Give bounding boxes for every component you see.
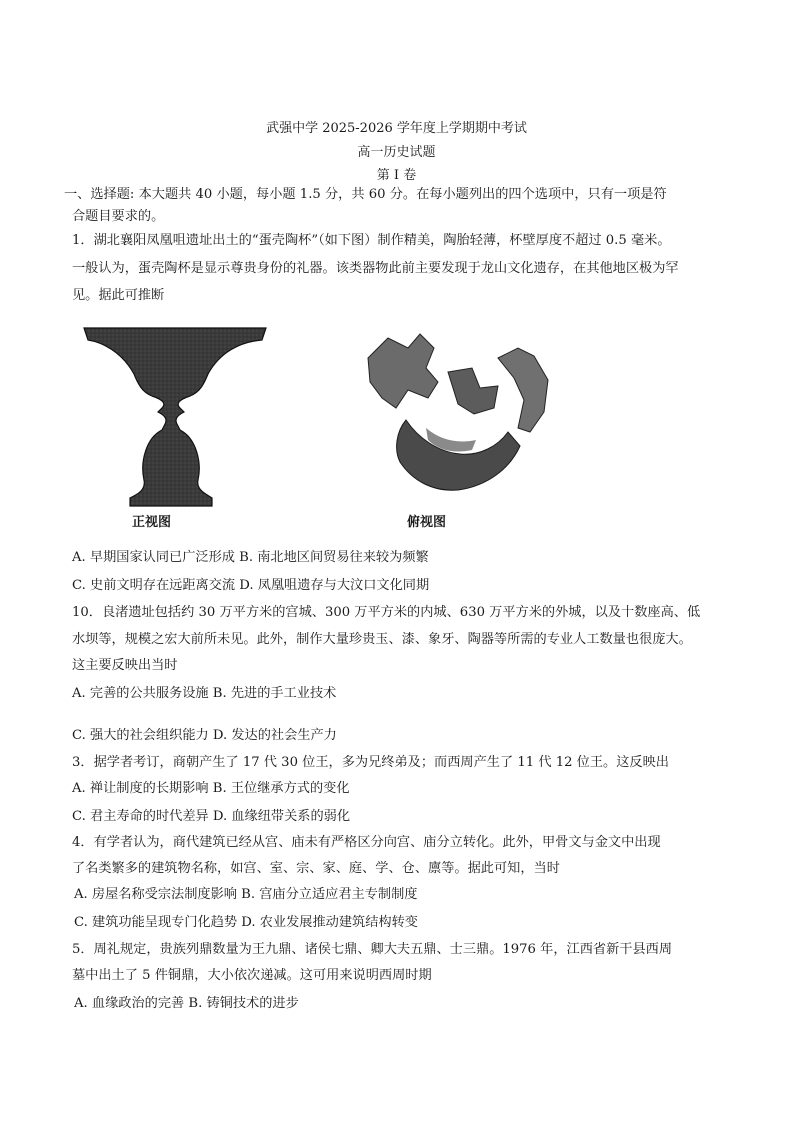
eggshell-cup-top-view-image (348, 328, 558, 508)
q4-options-line1: A. 房屋名称受宗法制度影响 B. 宫庙分立适应君主专制制度 (74, 887, 418, 902)
q10-options-line1: A. 完善的公共服务设施 B. 先进的手工业技术 (72, 686, 337, 701)
q4-stem-line2: 了名类繁多的建筑物名称，如宫、室、宗、家、庭、学、仓、廪等。据此可知，当时 (72, 861, 560, 876)
q4-options-line2: C. 建筑功能呈现专门化趋势 D. 农业发展推动建筑结构转变 (74, 915, 418, 930)
q1-stem-line1: 1．湖北襄阳凤凰咀遗址出土的“蛋壳陶杯”（如下图）制作精美，陶胎轻薄，杯壁厚度不超过 0.5 毫米。 (72, 233, 671, 248)
q3-stem-line1: 3．据学者考订，商朝产生了 17 代 30 位王，多为兄终弟及；而西周产生了 11 代 12 位王。这反映出 (72, 755, 669, 770)
q3-options-line1: A. 禅让制度的长期影响 B. 王位继承方式的变化 (72, 781, 350, 796)
subject-title: 高一历史试题 (357, 145, 436, 160)
q4-stem-line1: 4．有学者认为，商代建筑已经从宫、庙未有严格区分向宫、庙分立转化。此外，甲骨文与金文中出现 (72, 835, 661, 850)
q3-options-line2: C. 君主寿命的时代差异 D. 血缘纽带关系的弱化 (72, 809, 351, 824)
q5-stem-line2: 墓中出土了 5 件铜鼎，大小依次递减。这可用来说明西周时期 (72, 968, 432, 983)
q1-stem-line2: 一般认为，蛋壳陶杯是显示尊贵身份的礼器。该类器物此前主要发现于龙山文化遗存，在其他地区极为罕 (72, 261, 679, 276)
section-instruction-line2: 合题目要求的。 (72, 209, 165, 224)
q5-options-line1: A. 血缘政治的完善 B. 铸铜技术的进步 (74, 996, 299, 1011)
q5-stem-line1: 5．周礼规定，贵族列鼎数量为王九鼎、诸侯七鼎、卿大夫五鼎、士三鼎。1976 年，江西省新干县西周 (72, 942, 673, 957)
volume-label: 第 I 卷 (376, 168, 417, 183)
q1-options-line2: C. 史前文明存在远距离交流 D. 凤凰咀遗存与大汶口文化同期 (72, 578, 430, 593)
q10-options-line2: C. 强大的社会组织能力 D. 发达的社会生产力 (72, 728, 337, 743)
q10-stem-line1: 10．良渚遗址包括约 30 万平方米的宫城、300 万平方米的内城、630 万平方米的外城，以及十数座高、低 (72, 605, 701, 620)
eggshell-cup-front-view-image (80, 322, 270, 508)
q1-front-view-caption: 正视图 (132, 515, 172, 530)
exam-title: 武强中学 2025-2026 学年度上学期期中考试 (266, 121, 527, 136)
section-instruction-line1: 一、选择题: 本大题共 40 小题，每小题 1.5 分，共 60 分。在每小题列出的四个选项中，只有一项是符 (64, 187, 667, 202)
q10-stem-line2: 水坝等，规模之宏大前所未见。此外，制作大量珍贵玉、漆、象牙、陶器等所需的专业人工数量也很庞大。 (72, 632, 692, 647)
q10-stem-line3: 这主要反映出当时 (72, 658, 178, 673)
q1-options-line1: A. 早期国家认同已广泛形成 B. 南北地区间贸易往来较为频繁 (72, 550, 429, 565)
q1-top-view-caption: 俯视图 (407, 515, 447, 530)
q1-stem-line3: 见。据此可推断 (72, 288, 165, 303)
